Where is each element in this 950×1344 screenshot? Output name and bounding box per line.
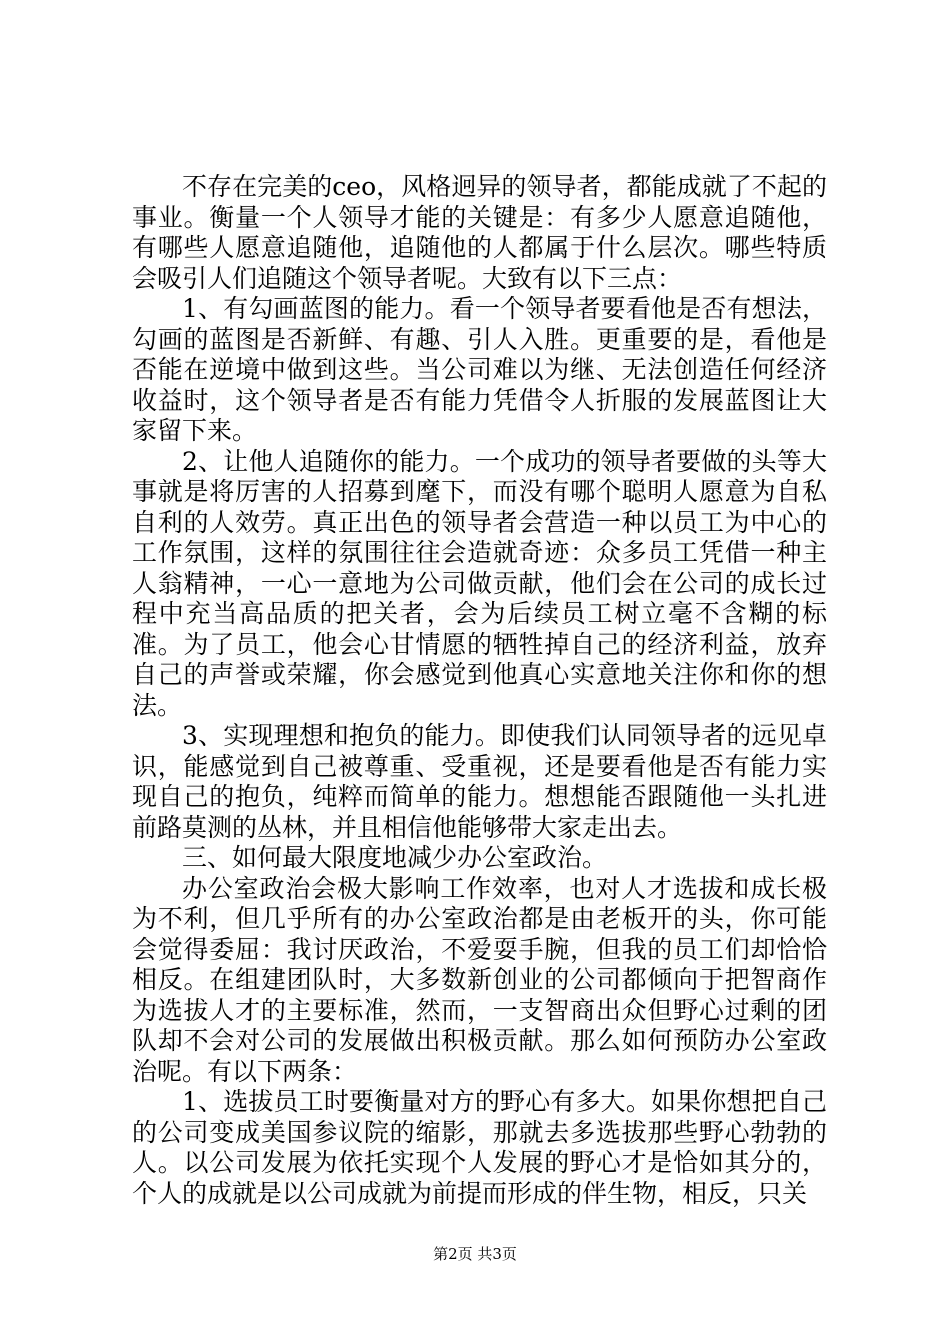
paragraph-point-1-blueprint: 1、有勾画蓝图的能力。看一个领导者要看他是否有想法，勾画的蓝图是否新鲜、有趣、引人入胜。更重要的是，看他是否能在逆境中做到这些。当公司难以为继、无法创造任何经济收益时，这个领导者是否有能力凭借令人折服的发展蓝图让大家留下来。 xyxy=(132,294,827,445)
paragraph-politics-point-1: 1、选拔员工时要衡量对方的野心有多大。如果你想把自己的公司变成美国参议院的缩影，那就去多选拔那些野心勃勃的人。以公司发展为依托实现个人发展的野心才是恰如其分的，个人的成就是以公司成就为前提而形成的伴生物，相反，只关 xyxy=(132,1087,827,1208)
paragraph-point-3-ambition: 3、实现理想和抱负的能力。即使我们认同领导者的远见卓识，能感觉到自己被尊重、受重视，还是要看他是否有能力实现自己的抱负，纯粹而简单的能力。想想能否跟随他一头扎进前路莫测的丛林，并且相信他能够带大家走出去。 xyxy=(132,721,827,842)
paragraph-point-2-followers: 2、让他人追随你的能力。一个成功的领导者要做的头等大事就是将厉害的人招募到麾下，而没有哪个聪明人愿意为自私自利的人效劳。真正出色的领导者会营造一种以员工为中心的工作氛围，这样的氛围往往会造就奇迹：众多员工凭借一种主人翁精神，一心一意地为公司做贡献，他们会在公司的成长过程中充当高品质的把关者，会为后续员工树立毫不含糊的标准。为了员工，他会心甘情愿的牺牲掉自己的经济利益，放弃自己的声誉或荣耀，你会感觉到他真心实意地关注你和你的想法。 xyxy=(132,446,827,720)
paragraph-intro: 不存在完美的ceo，风格迥异的领导者，都能成就了不起的事业。衡量一个人领导才能的关键是：有多少人愿意追随他，有哪些人愿意追随他，追随他的人都属于什么层次。哪些特质会吸引人们追随这个领导者呢。大致有以下三点： xyxy=(132,172,827,293)
document-body xyxy=(132,172,827,1209)
page-footer: 第2页 共3页 xyxy=(433,1245,517,1263)
section-heading-office-politics: 三、如何最大限度地减少办公室政治。 xyxy=(182,843,608,872)
paragraph-office-politics: 办公室政治会极大影响工作效率，也对人才选拔和成长极为不利，但几乎所有的办公室政治都是由老板开的头，你可能会觉得委屈：我讨厌政治，不爱耍手腕，但我的员工们却恰恰相反。在组建团队时，大多数新创业的公司都倾向于把智商作为选拔人才的主要标准，然而，一支智商出众但野心过剩的团队却不会对公司的发展做出积极贡献。那么如何预防办公室政治呢。有以下两条： xyxy=(132,873,827,1086)
